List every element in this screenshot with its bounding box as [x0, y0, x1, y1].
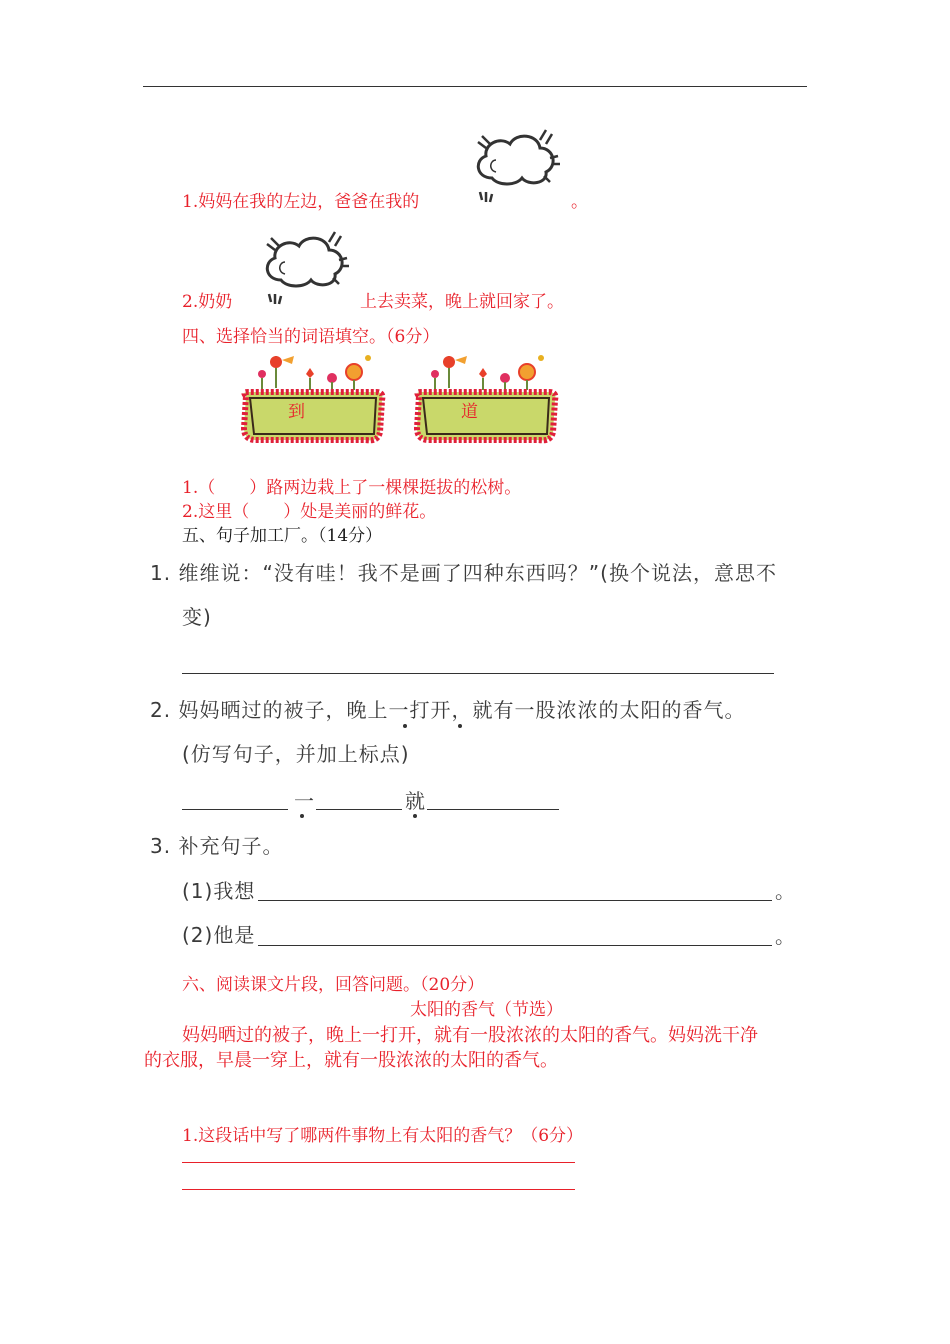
emphasis-dot	[403, 724, 407, 728]
section-6-q1: 1.这段话中写了哪两件事物上有太阳的香气？（6分）	[182, 1126, 584, 1146]
period: 。	[775, 924, 796, 948]
answer-line	[182, 809, 288, 810]
q3-2-start: 2.奶奶	[182, 292, 233, 312]
garden-sign-icon	[409, 348, 561, 448]
emphasis-dot	[413, 814, 417, 818]
section-4-heading: 四、选择恰当的词语填空。（6分）	[182, 327, 440, 347]
section-5-q3-title: 3. 补充句子。	[150, 834, 284, 858]
answer-line	[182, 673, 774, 674]
template-jiu: 就	[405, 789, 426, 813]
section-5-q3b: (2)他是	[182, 923, 256, 947]
section-5-q1-line1: 1. 维维说：“没有哇！我不是画了四种东西吗？”(换个说法，意思不	[150, 561, 777, 585]
section-5-heading: 五、句子加工厂。（14分）	[182, 526, 383, 546]
answer-line	[182, 1162, 575, 1163]
emphasis-dot	[458, 724, 462, 728]
answer-line	[427, 809, 559, 810]
top-rule	[143, 86, 807, 87]
section-5-q1-line2: 变)	[182, 605, 212, 629]
section-5-q2-line2: (仿写句子，并加上标点)	[182, 742, 410, 766]
section-5-q2-line1: 2. 妈妈晒过的被子，晚上一打开，就有一股浓浓的太阳的香气。	[150, 698, 746, 722]
period: 。	[775, 879, 796, 903]
passage-line-2: 的衣服，早晨一穿上，就有一股浓浓的太阳的香气。	[144, 1050, 558, 1071]
cloud-icon	[251, 222, 356, 312]
answer-line	[258, 945, 772, 946]
answer-line	[182, 1189, 575, 1190]
section-4-q1: 1.（ ）路两边栽上了一棵棵挺拔的松树。	[182, 478, 522, 498]
passage-line-1: 妈妈晒过的被子，晚上一打开，就有一股浓浓的太阳的香气。妈妈洗干净	[182, 1025, 758, 1046]
passage-title: 太阳的香气（节选）	[410, 1000, 563, 1020]
answer-line	[316, 809, 402, 810]
section-5-q3a: (1)我想	[182, 879, 256, 903]
word-option-2: 道	[461, 402, 478, 422]
q3-1-end: 。	[571, 192, 588, 212]
q3-1-text: 1.妈妈在我的左边，爸爸在我的	[182, 192, 420, 212]
section-4-q2: 2.这里（ ）处是美丽的鲜花。	[182, 502, 437, 522]
answer-line	[258, 900, 772, 901]
word-option-1: 到	[288, 402, 305, 422]
section-6-heading: 六、阅读课文片段，回答问题。（20分）	[182, 975, 485, 995]
cloud-icon	[462, 120, 567, 210]
garden-sign-icon	[236, 348, 388, 448]
emphasis-dot	[300, 814, 304, 818]
q3-2-end: 上去卖菜，晚上就回家了。	[360, 292, 564, 312]
template-yi: 一	[294, 789, 315, 813]
